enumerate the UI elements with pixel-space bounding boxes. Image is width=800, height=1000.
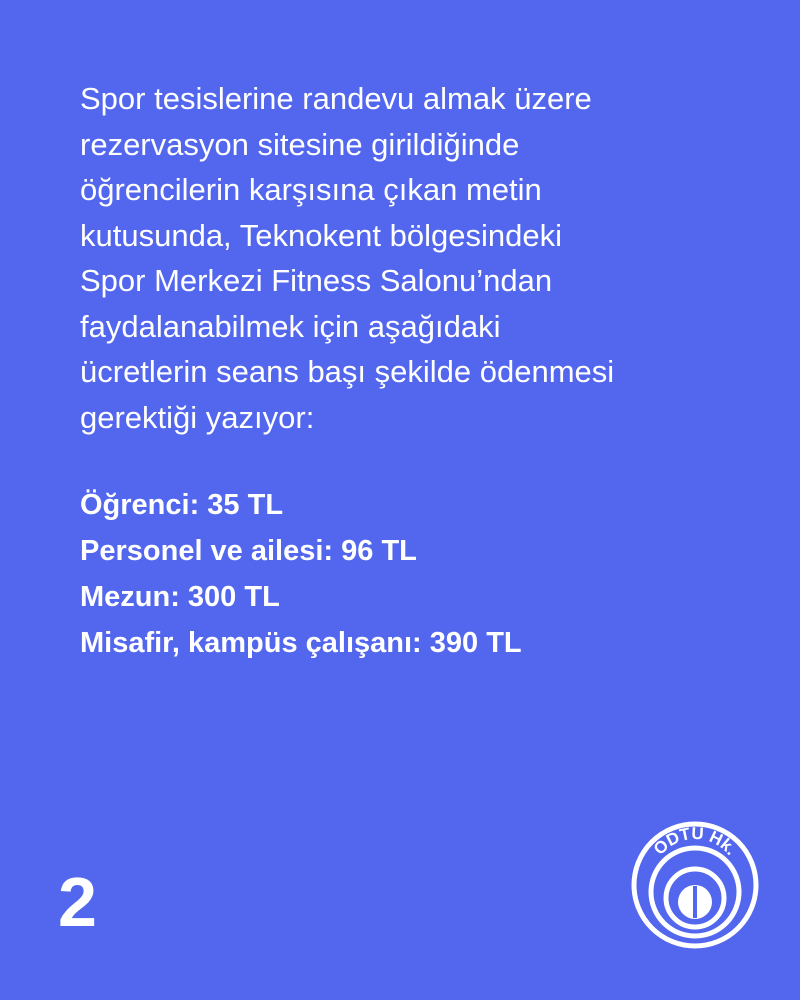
logo-text: ODTÜ Hk. [649, 823, 741, 859]
intro-line: ücretlerin seans başı şekilde ödenmesi [80, 354, 615, 389]
odtu-hk-logo-icon [630, 820, 760, 950]
page-number: 2 [58, 863, 97, 941]
price-item-staff: Personel ve ailesi: 96 TL [80, 535, 417, 567]
price-list [80, 482, 760, 666]
price-item-student: Öğrenci: 35 TL [80, 489, 284, 521]
intro-line: rezervasyon sitesine girildiğinde [80, 126, 520, 162]
intro-line: gerektiği yazıyor: [80, 399, 315, 435]
price-item-alumni: Mezun: 300 TL [80, 581, 280, 613]
svg-text:ODTÜ Hk. [650, 824, 741, 859]
intro-line: öğrencilerin karşısına çıkan metin [80, 172, 542, 207]
intro-line: kutusunda, Teknokent bölgesindeki [80, 217, 562, 253]
intro-text [80, 76, 760, 440]
intro-line: faydalanabilmek için aşağıdaki [80, 308, 501, 344]
intro-line: Spor Merkezi Fitness Salonu’ndan [80, 263, 553, 298]
price-item-guest: Misafir, kampüs çalışanı: 390 TL [80, 627, 522, 659]
intro-line: Spor tesislerine randevu almak üzere [80, 81, 592, 116]
